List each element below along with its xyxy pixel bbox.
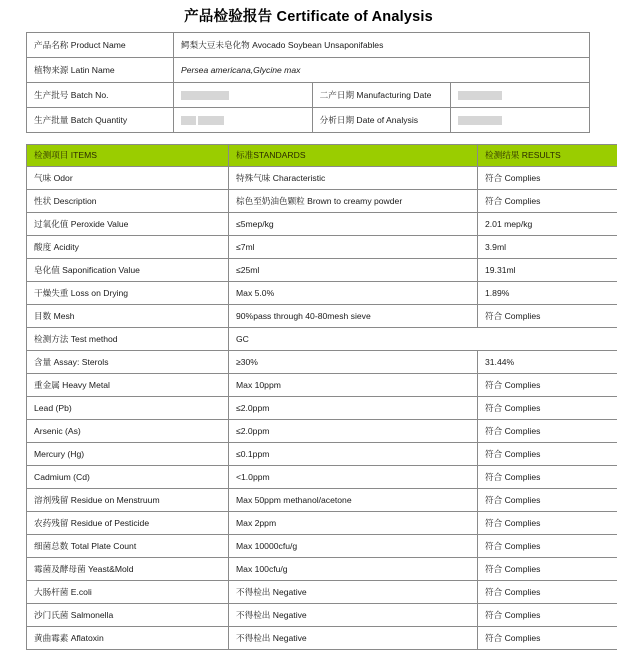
- result-standard-value: Max 10000cfu/g: [229, 535, 478, 558]
- result-item-label: 酸度 Acidity: [27, 236, 229, 259]
- result-standard-value: ≤2.0ppm: [229, 397, 478, 420]
- date-of-analysis-label: 分析日期 Date of Analysis: [312, 108, 451, 133]
- batch-quantity-value: [174, 108, 313, 133]
- result-item-label: 溶剂残留 Residue on Menstruum: [27, 489, 229, 512]
- result-value: 符合 Complies: [478, 420, 617, 443]
- table-header-row: [27, 145, 617, 167]
- result-item-label: 皂化值 Saponification Value: [27, 259, 229, 282]
- result-item-label: 大肠杆菌 E.coli: [27, 581, 229, 604]
- table-row: [27, 466, 617, 489]
- result-value: 符合 Complies: [478, 305, 617, 328]
- result-value: 符合 Complies: [478, 466, 617, 489]
- result-item-label: Mercury (Hg): [27, 443, 229, 466]
- table-row: [27, 236, 617, 259]
- table-row: [27, 58, 590, 83]
- redacted-batch-quantity-b: [198, 116, 224, 125]
- result-value: 符合 Complies: [478, 443, 617, 466]
- result-item-label: 沙门氏菌 Salmonella: [27, 604, 229, 627]
- result-value: 3.9ml: [478, 236, 617, 259]
- result-standard-value: Max 2ppm: [229, 512, 478, 535]
- result-item-label: Lead (Pb): [27, 397, 229, 420]
- table-row: [27, 420, 617, 443]
- analysis-results-table: [26, 144, 617, 650]
- manufacturing-date-value: [451, 83, 590, 108]
- result-standard-value: <1.0ppm: [229, 466, 478, 489]
- result-standard-value: ≤5mep/kg: [229, 213, 478, 236]
- result-item-label: 农药残留 Residue of Pesticide: [27, 512, 229, 535]
- table-row: [27, 83, 590, 108]
- analysis-rows: [27, 167, 617, 650]
- result-item-label: 性状 Description: [27, 190, 229, 213]
- result-item-label: Arsenic (As): [27, 420, 229, 443]
- result-value: 符合 Complies: [478, 535, 617, 558]
- table-row: [27, 167, 617, 190]
- table-row: [27, 489, 617, 512]
- product-name-label: 产品名称 Product Name: [27, 33, 174, 58]
- result-item-label: 过氧化值 Peroxide Value: [27, 213, 229, 236]
- result-standard-value: ≥30%: [229, 351, 478, 374]
- result-value: 符合 Complies: [478, 627, 617, 650]
- result-value: 符合 Complies: [478, 190, 617, 213]
- result-standard-value: 不得检出 Negative: [229, 627, 478, 650]
- table-row: [27, 604, 617, 627]
- result-value: 1.89%: [478, 282, 617, 305]
- table-row: [27, 190, 617, 213]
- result-value: 符合 Complies: [478, 374, 617, 397]
- result-standard-value: Max 10ppm: [229, 374, 478, 397]
- product-name-value: 鳄梨大豆未皂化物 Avocado Soybean Unsaponifables: [174, 33, 590, 58]
- result-item-label: 细菌总数 Total Plate Count: [27, 535, 229, 558]
- table-row: [27, 443, 617, 466]
- result-standard-value: Max 100cfu/g: [229, 558, 478, 581]
- redacted-batch-quantity-a: [181, 116, 196, 125]
- result-value: 2.01 mep/kg: [478, 213, 617, 236]
- result-item-label: 干燥失重 Loss on Drying: [27, 282, 229, 305]
- result-item-label: 含量 Assay: Sterols: [27, 351, 229, 374]
- result-standard-value: ≤7ml: [229, 236, 478, 259]
- result-standard-value: 90%pass through 40-80mesh sieve: [229, 305, 478, 328]
- table-row: [27, 351, 617, 374]
- result-item-label: 黄曲霉素 Aflatoxin: [27, 627, 229, 650]
- header-items: 检测项目 ITEMS: [27, 145, 229, 167]
- table-row: [27, 328, 617, 351]
- page-title: 产品检验报告 Certificate of Analysis: [0, 0, 617, 32]
- result-value: 19.31ml: [478, 259, 617, 282]
- table-row: [27, 33, 590, 58]
- result-value: 符合 Complies: [478, 581, 617, 604]
- result-standard-value: ≤25ml: [229, 259, 478, 282]
- redacted-batch-no: [181, 91, 229, 100]
- result-value: 31.44%: [478, 351, 617, 374]
- result-value: 符合 Complies: [478, 167, 617, 190]
- result-item-label: Cadmium (Cd): [27, 466, 229, 489]
- result-standard-value: 特殊气味 Characteristic: [229, 167, 478, 190]
- table-row: [27, 108, 590, 133]
- table-row: [27, 535, 617, 558]
- manufacturing-date-label: 二产日期 Manufacturing Date: [312, 83, 451, 108]
- result-item-label: 检测方法 Test method: [27, 328, 229, 351]
- batch-no-value: [174, 83, 313, 108]
- result-standard-value: Max 5.0%: [229, 282, 478, 305]
- header-results: 检测结果 RESULTS: [478, 145, 617, 167]
- batch-quantity-label: 生产批量 Batch Quantity: [27, 108, 174, 133]
- result-item-label: 气味 Odor: [27, 167, 229, 190]
- table-row: [27, 305, 617, 328]
- result-standard-value: ≤2.0ppm: [229, 420, 478, 443]
- result-item-label: 目数 Mesh: [27, 305, 229, 328]
- table-row: [27, 374, 617, 397]
- result-value: 符合 Complies: [478, 604, 617, 627]
- result-value: 符合 Complies: [478, 512, 617, 535]
- result-standard-value: ≤0.1ppm: [229, 443, 478, 466]
- table-row: [27, 213, 617, 236]
- table-row: [27, 581, 617, 604]
- redacted-manufacturing-date: [458, 91, 502, 100]
- latin-name-value: Persea americana,Glycine max: [174, 58, 590, 83]
- batch-no-label: 生产批号 Batch No.: [27, 83, 174, 108]
- header-standards: 标准STANDARDS: [229, 145, 478, 167]
- result-standard-merged: GC: [229, 328, 617, 351]
- table-row: [27, 282, 617, 305]
- result-standard-value: Max 50ppm methanol/acetone: [229, 489, 478, 512]
- result-item-label: 重金属 Heavy Metal: [27, 374, 229, 397]
- result-value: 符合 Complies: [478, 558, 617, 581]
- result-standard-value: 棕色至奶油色颗粒 Brown to creamy powder: [229, 190, 478, 213]
- date-of-analysis-value: [451, 108, 590, 133]
- result-value: 符合 Complies: [478, 397, 617, 420]
- table-row: [27, 512, 617, 535]
- table-row: [27, 397, 617, 420]
- table-row: [27, 558, 617, 581]
- redacted-date-of-analysis: [458, 116, 502, 125]
- result-item-label: 霉菌及酵母菌 Yeast&Mold: [27, 558, 229, 581]
- table-row: [27, 627, 617, 650]
- product-info-table: [26, 32, 590, 133]
- result-standard-value: 不得检出 Negative: [229, 581, 478, 604]
- result-value: 符合 Complies: [478, 489, 617, 512]
- result-standard-value: 不得检出 Negative: [229, 604, 478, 627]
- table-separator: [0, 133, 617, 144]
- latin-name-label: 植物来源 Latin Name: [27, 58, 174, 83]
- table-row: [27, 259, 617, 282]
